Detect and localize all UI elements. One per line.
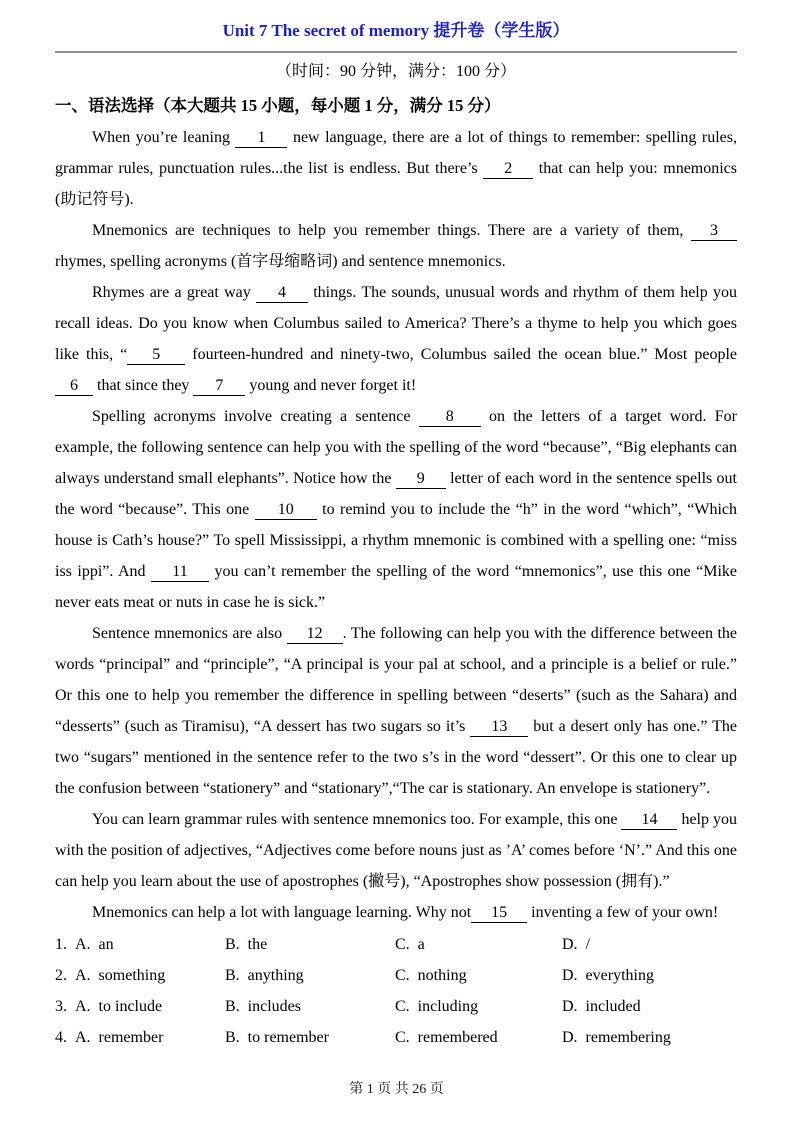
passage-paragraph: Mnemonics are techniques to help you remember things. There are a variety of them, 3 rhymes, spelling acronyms (首字母缩略词) and sentence mnemonics. xyxy=(55,215,737,277)
passage-paragraph: Spelling acronyms involve creating a sentence 8 on the letters of a target word. For example, the following sentence can help you with the spelling of the word “because”, “Big elephants can always understand small elephants”. Notice how the 9 letter of each word in the sentence spells out the word “because”. This one 10 to remind you to include the “h” in the word “which”, “Which house is Cath’s house?” To spell Mississippi, a rhythm mnemonic is combined with a spelling one: “miss iss ippi”. And 11 you can’t remember the spelling of the word “mnemonics”, use this one “Mike never eats meat or nuts in case he is sick.” xyxy=(55,408,738,611)
page-title: Unit 7 The secret of memory 提升卷（学生版） xyxy=(222,21,570,40)
cloze-blank-3: 3 xyxy=(691,221,737,241)
option-3A: 3. A. to include xyxy=(55,998,163,1015)
cloze-blank-5: 5 xyxy=(127,345,185,365)
option-4B: B. to remember xyxy=(225,1029,329,1046)
page-footer: 第 1 页 共 26 页 xyxy=(349,1082,444,1097)
cloze-blank-14: 14 xyxy=(621,810,677,830)
cloze-blank-1: 1 xyxy=(235,128,287,148)
option-1D: D. / xyxy=(562,936,590,953)
cloze-blank-7: 7 xyxy=(193,376,245,396)
option-3B: B. includes xyxy=(225,998,301,1015)
option-2B: B. anything xyxy=(225,967,304,984)
cloze-blank-15: 15 xyxy=(471,903,527,923)
passage-paragraph: Sentence mnemonics are also 12 . The following can help you with the difference between the words “principal” and “principle”, “A principal is your pal at school, and a principle is a belief or rule.” Or this one to help you remember the difference in spelling between “deserts” (such as the Sahara) and “desserts” (such as Tiramisu), “A dessert has two sugars so it’s 13 but a desert only has one.” The two “sugars” mentioned in the sentence refer to the two s’s in the word “dessert”. Or this one to clear up the confusion between “stationery” and “stationary”,“The car is stationary. An envelope is stationery”. xyxy=(55,625,737,797)
cloze-blank-10: 10 xyxy=(255,500,317,520)
cloze-blank-11: 11 xyxy=(151,562,209,582)
option-2C: C. nothing xyxy=(395,967,467,984)
option-1B: B. the xyxy=(225,936,268,953)
option-4D: D. remembering xyxy=(562,1029,671,1046)
option-4C: C. remembered xyxy=(395,1029,498,1046)
cloze-blank-2: 2 xyxy=(483,159,533,179)
option-2D: D. everything xyxy=(562,967,654,984)
question-row-1 xyxy=(55,929,737,960)
cloze-blank-13: 13 xyxy=(470,717,528,737)
option-4A: 4. A. remember xyxy=(55,1029,164,1046)
section-heading: 一、语法选择（本大题共 15 小题，每小题 1 分，满分 15 分） xyxy=(55,96,501,115)
option-1A: 1. A. an xyxy=(55,936,114,953)
option-3D: D. included xyxy=(562,998,641,1015)
cloze-passage xyxy=(55,122,737,928)
option-1C: C. a xyxy=(395,936,425,953)
question-row-2 xyxy=(55,960,737,991)
exam-info: （时间：90 分钟，满分：100 分） xyxy=(275,63,516,80)
cloze-blank-12: 12 xyxy=(287,624,343,644)
cloze-blank-9: 9 xyxy=(396,469,446,489)
passage-paragraph: Mnemonics can help a lot with language learning. Why not 15 inventing a few of your own! xyxy=(92,904,719,921)
passage-paragraph: You can learn grammar rules with sentence mnemonics too. For example, this one 14 help you with the position of adjectives, “Adjectives come before nouns just as ’A’ comes before ‘N’.” And this one can help you learn about the use of apostrophes (撇号), “Apostrophes show possession (拥有).” xyxy=(55,811,738,890)
option-2A: 2. A. something xyxy=(55,967,166,984)
cloze-blank-6: 6 xyxy=(55,376,93,396)
passage-paragraph: When you’re leaning 1 new language, there are a lot of things to remember: spelling rules, grammar rules, punctuation rules...the list is endless. But there’s 2 that can help you: mnemonics (助记符号). xyxy=(55,129,738,208)
option-3C: C. including xyxy=(395,998,479,1015)
title-divider xyxy=(55,51,737,53)
cloze-blank-8: 8 xyxy=(419,407,481,427)
question-row-3 xyxy=(55,991,737,1022)
passage-paragraph: Rhymes are a great way 4 things. The sounds, unusual words and rhythm of them help you recall ideas. Do you know when Columbus sailed to America? There’s a thyme to help you which goes like this, “ 5 fourteen-hundred and ninety-two, Columbus sailed the ocean blue.” Most people 6 that since they 7 young and never forget it! xyxy=(55,284,737,394)
cloze-blank-4: 4 xyxy=(256,283,308,303)
question-row-4 xyxy=(55,1022,737,1053)
options-list xyxy=(55,929,737,1053)
